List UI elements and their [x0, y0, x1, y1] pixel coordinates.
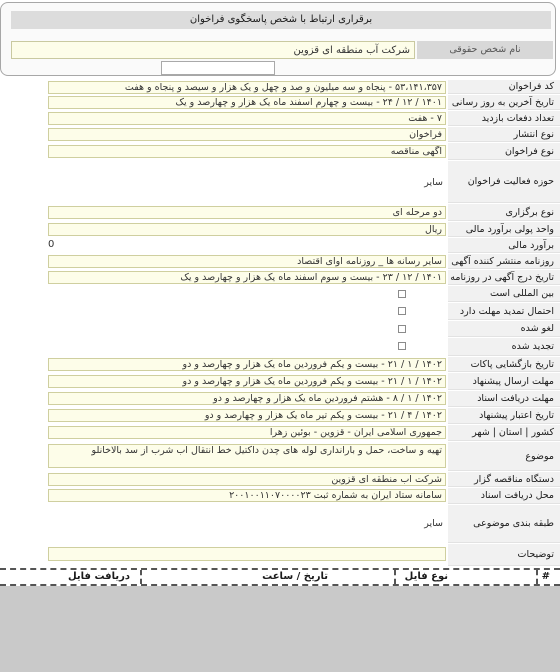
activity-area-label: حوزه فعالیت فراخوان — [448, 161, 560, 203]
validity-date-value: ۱۴۰۲ / ۴ / ۲۱ - بیست و یکم تیر ماه یک هزار و چهارصد و دو — [48, 409, 446, 422]
row-renewed — [0, 338, 560, 356]
international-label: بین المللی است — [448, 286, 560, 302]
renewed-label: تجدید شده — [448, 338, 560, 356]
category-value: سایر — [424, 518, 443, 529]
newspaper-value: سایر رسانه ها _ روزنامه آوای اقتصاد — [48, 255, 446, 268]
legal-entity-name-field: شرکت آب منطقه ای قزوین — [11, 41, 415, 59]
row-newspaper-date — [0, 270, 560, 285]
row-international — [0, 286, 560, 302]
notes-label: توضیحات — [448, 544, 560, 566]
call-code-label: کد فراخوان — [448, 80, 560, 94]
opening-date-label: تاریخ بازگشایی پاکات — [448, 357, 560, 372]
organizer-value: شرکت آب منطقه ای قزوین — [48, 473, 446, 486]
legal-entity-label: نام شخص حقوقی — [417, 41, 553, 59]
row-call-type — [0, 143, 560, 160]
row-extension — [0, 303, 560, 320]
location-label: کشور | استان | شهر — [448, 425, 560, 441]
row-validity-date — [0, 408, 560, 424]
extension-checkbox[interactable] — [398, 307, 406, 315]
extension-label: احتمال تمدید مهلت دارد — [448, 303, 560, 320]
row-estimate — [0, 238, 560, 253]
files-col-type: نوع فایل — [404, 571, 448, 582]
call-type-label: نوع فراخوان — [448, 143, 560, 160]
contact-panel-title: برقراری ارتباط با شخص پاسخگوی فراخوان — [11, 11, 551, 29]
row-location — [0, 425, 560, 441]
holding-type-label: نوع برگزاری — [448, 204, 560, 221]
files-divider — [394, 570, 398, 584]
doc-place-label: محل دریافت اسناد — [448, 488, 560, 504]
files-col-index: # — [541, 571, 550, 582]
files-table-header — [0, 568, 560, 586]
location-value: جمهوری اسلامی ایران - قزوین - بوئین زهرا — [48, 426, 446, 439]
call-code-value: ۵۳،۱۴۱،۳۵۷ - پنجاه و سه میلیون و صد و چهل و یک هزار و سیصد و پنجاه و هفت — [48, 81, 446, 94]
row-category — [0, 505, 560, 543]
newspaper-date-value: ۱۴۰۱ / ۱۲ / ۲۳ - بیست و سوم اسفند ماه یک هزار و چهارصد و یک — [48, 271, 446, 284]
cancelled-label: لغو شده — [448, 321, 560, 337]
row-last-update — [0, 95, 560, 110]
newspaper-date-label: تاریخ درج آگهی در روزنامه — [448, 270, 560, 285]
row-activity-area — [0, 161, 560, 203]
last-update-value: ۱۴۰۱ / ۱۲ / ۲۴ - بیست و چهارم اسفند ماه یک هزار و چهارصد و یک — [48, 96, 446, 109]
category-label: طبقه بندی موضوعی — [448, 505, 560, 543]
estimate-label: برآورد مالی — [448, 238, 560, 253]
subject-value: تهیه و ساخت، حمل و بارانداری لوله های چدن داکتیل خط انتقال آب شرب از سد بالاخانلو — [48, 444, 446, 468]
row-call-code — [0, 80, 560, 94]
row-publish-type — [0, 127, 560, 142]
files-divider — [536, 570, 540, 584]
row-holding-type — [0, 204, 560, 221]
files-divider — [140, 570, 144, 584]
submit-deadline-value: ۱۴۰۲ / ۱ / ۲۱ - بیست و یکم فروردین ماه یک هزار و چهارصد و دو — [48, 375, 446, 388]
row-doc-deadline — [0, 391, 560, 407]
holding-type-value: دو مرحله ای — [48, 206, 446, 219]
row-visits — [0, 111, 560, 126]
renewed-checkbox[interactable] — [398, 342, 406, 350]
contact-panel — [0, 2, 556, 76]
contact-button[interactable] — [161, 61, 275, 75]
row-subject — [0, 442, 560, 471]
visits-label: تعداد دفعات بازدید — [448, 111, 560, 126]
organizer-label: دستگاه مناقصه گزار — [448, 472, 560, 487]
doc-place-value: سامانه ستاد ایران به شماره ثبت ۲۰۰۱۰۰۱۱۰۷۰۰۰۰۲۳ — [48, 489, 446, 502]
row-currency — [0, 222, 560, 237]
currency-value: ریال — [48, 223, 446, 236]
cancelled-checkbox[interactable] — [398, 325, 406, 333]
row-notes — [0, 544, 560, 566]
row-newspaper — [0, 254, 560, 269]
submit-deadline-label: مهلت ارسال پیشنهاد — [448, 373, 560, 390]
row-cancelled — [0, 321, 560, 337]
files-col-datetime: تاریخ / ساعت — [262, 571, 328, 582]
publish-type-value: فراخوان — [48, 128, 446, 141]
row-submit-deadline — [0, 373, 560, 390]
activity-area-value: سایر — [424, 177, 443, 188]
opening-date-value: ۱۴۰۲ / ۱ / ۲۱ - بیست و یکم فروردین ماه یک هزار و چهارصد و دو — [48, 358, 446, 371]
doc-deadline-label: مهلت دریافت اسناد — [448, 391, 560, 407]
newspaper-label: روزنامه منتشر کننده آگهی — [448, 254, 560, 269]
publish-type-label: نوع انتشار — [448, 127, 560, 142]
currency-label: واحد پولی برآورد مالی — [448, 222, 560, 237]
notes-value — [48, 547, 446, 561]
call-type-value: آگهی مناقصه — [48, 145, 446, 158]
doc-deadline-value: ۱۴۰۲ / ۱ / ۸ - هشتم فروردین ماه یک هزار و چهارصد و دو — [48, 392, 446, 405]
estimate-value: 0 — [48, 239, 55, 250]
validity-date-label: تاریخ اعتبار پیشنهاد — [448, 408, 560, 424]
row-organizer — [0, 472, 560, 487]
visits-value: ۷ - هفت — [48, 112, 446, 125]
files-col-download: دریافت فایل — [68, 571, 130, 582]
international-checkbox[interactable] — [398, 290, 406, 298]
row-doc-place — [0, 488, 560, 504]
subject-label: موضوع — [448, 442, 560, 471]
row-opening-date — [0, 357, 560, 372]
last-update-label: تاریخ آخرین به روز رسانی — [448, 95, 560, 110]
